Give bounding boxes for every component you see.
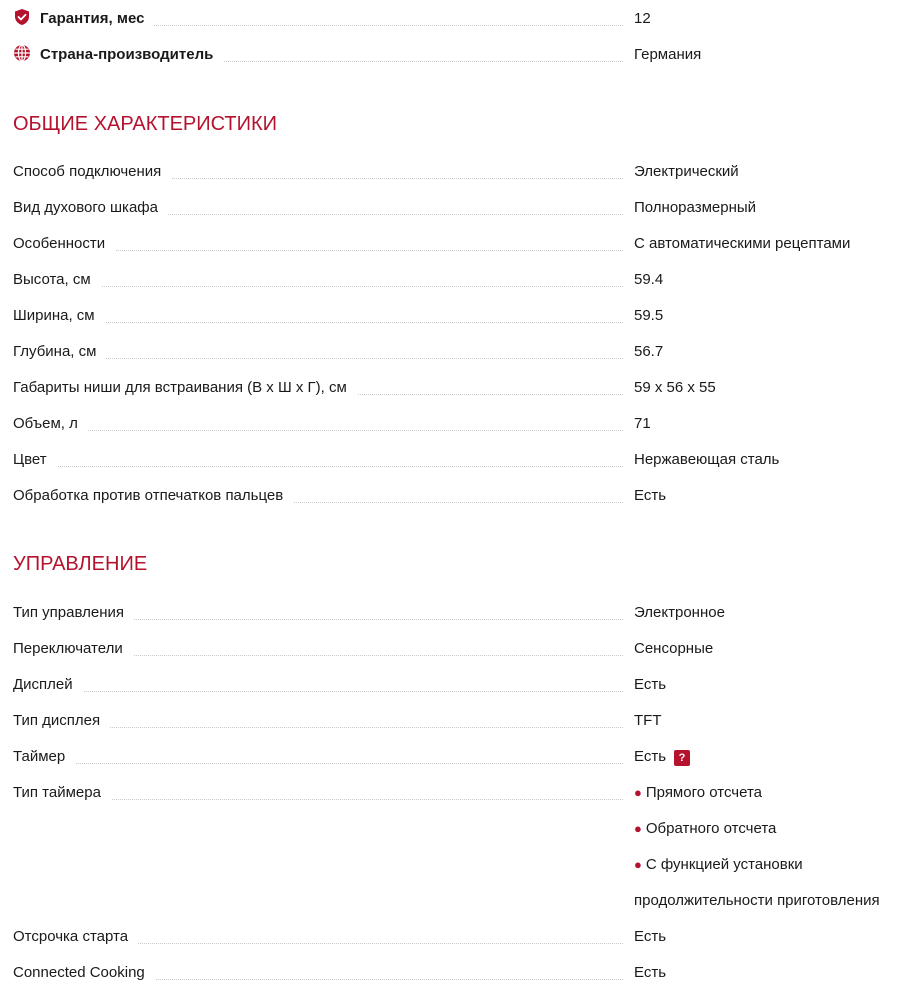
list-item-text: Прямого отсчета — [645, 784, 762, 801]
spec-value: Есть — [634, 676, 667, 693]
dotted-leader — [13, 286, 623, 287]
spec-value: Нержавеющая сталь — [634, 451, 780, 468]
spec-label: Переключатели — [13, 638, 623, 660]
spec-label: Тип таймера — [13, 782, 623, 804]
dotted-leader — [13, 691, 623, 692]
spec-label: Обработка против отпечатков пальцев — [13, 485, 623, 507]
spec-value: Сенсорные — [634, 640, 714, 657]
spec-label: Тип дисплея — [13, 710, 623, 732]
spec-value — [634, 746, 690, 768]
spec-value: Есть — [634, 964, 667, 981]
spec-value-text: Есть — [634, 748, 667, 765]
spec-value: 59.4 — [634, 271, 664, 288]
help-icon[interactable]: ? — [674, 750, 690, 766]
spec-value: Электрический — [634, 163, 739, 180]
spec-label: Высота, см — [13, 269, 623, 291]
spec-label: Отсрочка старта — [13, 926, 623, 948]
spec-label — [13, 8, 623, 30]
spec-row — [13, 413, 906, 435]
spec-value: Электронное — [634, 604, 725, 621]
spec-row — [13, 710, 906, 732]
spec-value: TFT — [634, 712, 662, 729]
spec-label: Цвет — [13, 449, 623, 471]
spec-label — [13, 44, 623, 66]
spec-label: Тип управления — [13, 602, 623, 624]
spec-label-text: Гарантия, мес — [40, 10, 145, 27]
spec-value: С автоматическими рецептами — [634, 235, 851, 252]
spec-label: Способ подключения — [13, 161, 623, 183]
bullet-icon: ● — [634, 821, 642, 836]
list-item — [634, 854, 803, 876]
spec-value: 12 — [634, 10, 651, 27]
spec-label: Объем, л — [13, 413, 623, 435]
bullet-icon: ● — [634, 857, 642, 872]
spec-row-warranty — [13, 8, 906, 30]
list-item-text: Обратного отсчета — [645, 820, 777, 837]
spec-value: Полноразмерный — [634, 199, 757, 216]
spec-value: Есть — [634, 928, 667, 945]
bullet-icon: ● — [634, 785, 642, 800]
spec-value: 59.5 — [634, 307, 664, 324]
spec-label-text: Страна-производитель — [40, 46, 214, 63]
section-title-controls: УПРАВЛЕНИЕ — [13, 553, 148, 575]
spec-row — [13, 233, 906, 255]
spec-label: Connected Cooking — [13, 962, 623, 984]
spec-row — [13, 602, 906, 624]
spec-label: Таймер — [13, 746, 623, 768]
spec-row-timer-type — [13, 782, 906, 804]
spec-label: Вид духового шкафа — [13, 197, 623, 219]
spec-row — [13, 269, 906, 291]
spec-row-country — [13, 44, 906, 66]
spec-label: Особенности — [13, 233, 623, 255]
spec-row — [13, 377, 906, 399]
spec-value: Есть — [634, 487, 667, 504]
dotted-leader — [13, 466, 623, 467]
spec-row — [13, 926, 906, 948]
spec-row — [13, 197, 906, 219]
list-item-text: С функцией установки — [645, 856, 803, 873]
spec-row-timer — [13, 746, 906, 768]
spec-label: Габариты ниши для встраивания (В х Ш х Г), см — [13, 377, 623, 399]
spec-row — [13, 962, 906, 984]
spec-row — [13, 449, 906, 471]
spec-row — [13, 305, 906, 327]
spec-row — [13, 161, 906, 183]
list-item-continuation: продолжительности приготовления — [634, 892, 880, 909]
spec-label: Дисплей — [13, 674, 623, 696]
spec-label: Ширина, см — [13, 305, 623, 327]
spec-value: 56.7 — [634, 343, 664, 360]
spec-row — [13, 341, 906, 363]
spec-row — [13, 638, 906, 660]
spec-label: Глубина, см — [13, 341, 623, 363]
dotted-leader — [13, 430, 623, 431]
list-item — [634, 818, 776, 840]
spec-value: Германия — [634, 46, 702, 63]
globe-icon — [13, 44, 31, 62]
spec-value: 59 х 56 х 55 — [634, 379, 716, 396]
list-item — [634, 782, 762, 804]
dotted-leader — [13, 763, 623, 764]
spec-value: 71 — [634, 415, 651, 432]
spec-row — [13, 674, 906, 696]
section-title-general: ОБЩИЕ ХАРАКТЕРИСТИКИ — [13, 113, 278, 135]
shield-check-icon — [13, 8, 31, 26]
spec-row — [13, 485, 906, 507]
